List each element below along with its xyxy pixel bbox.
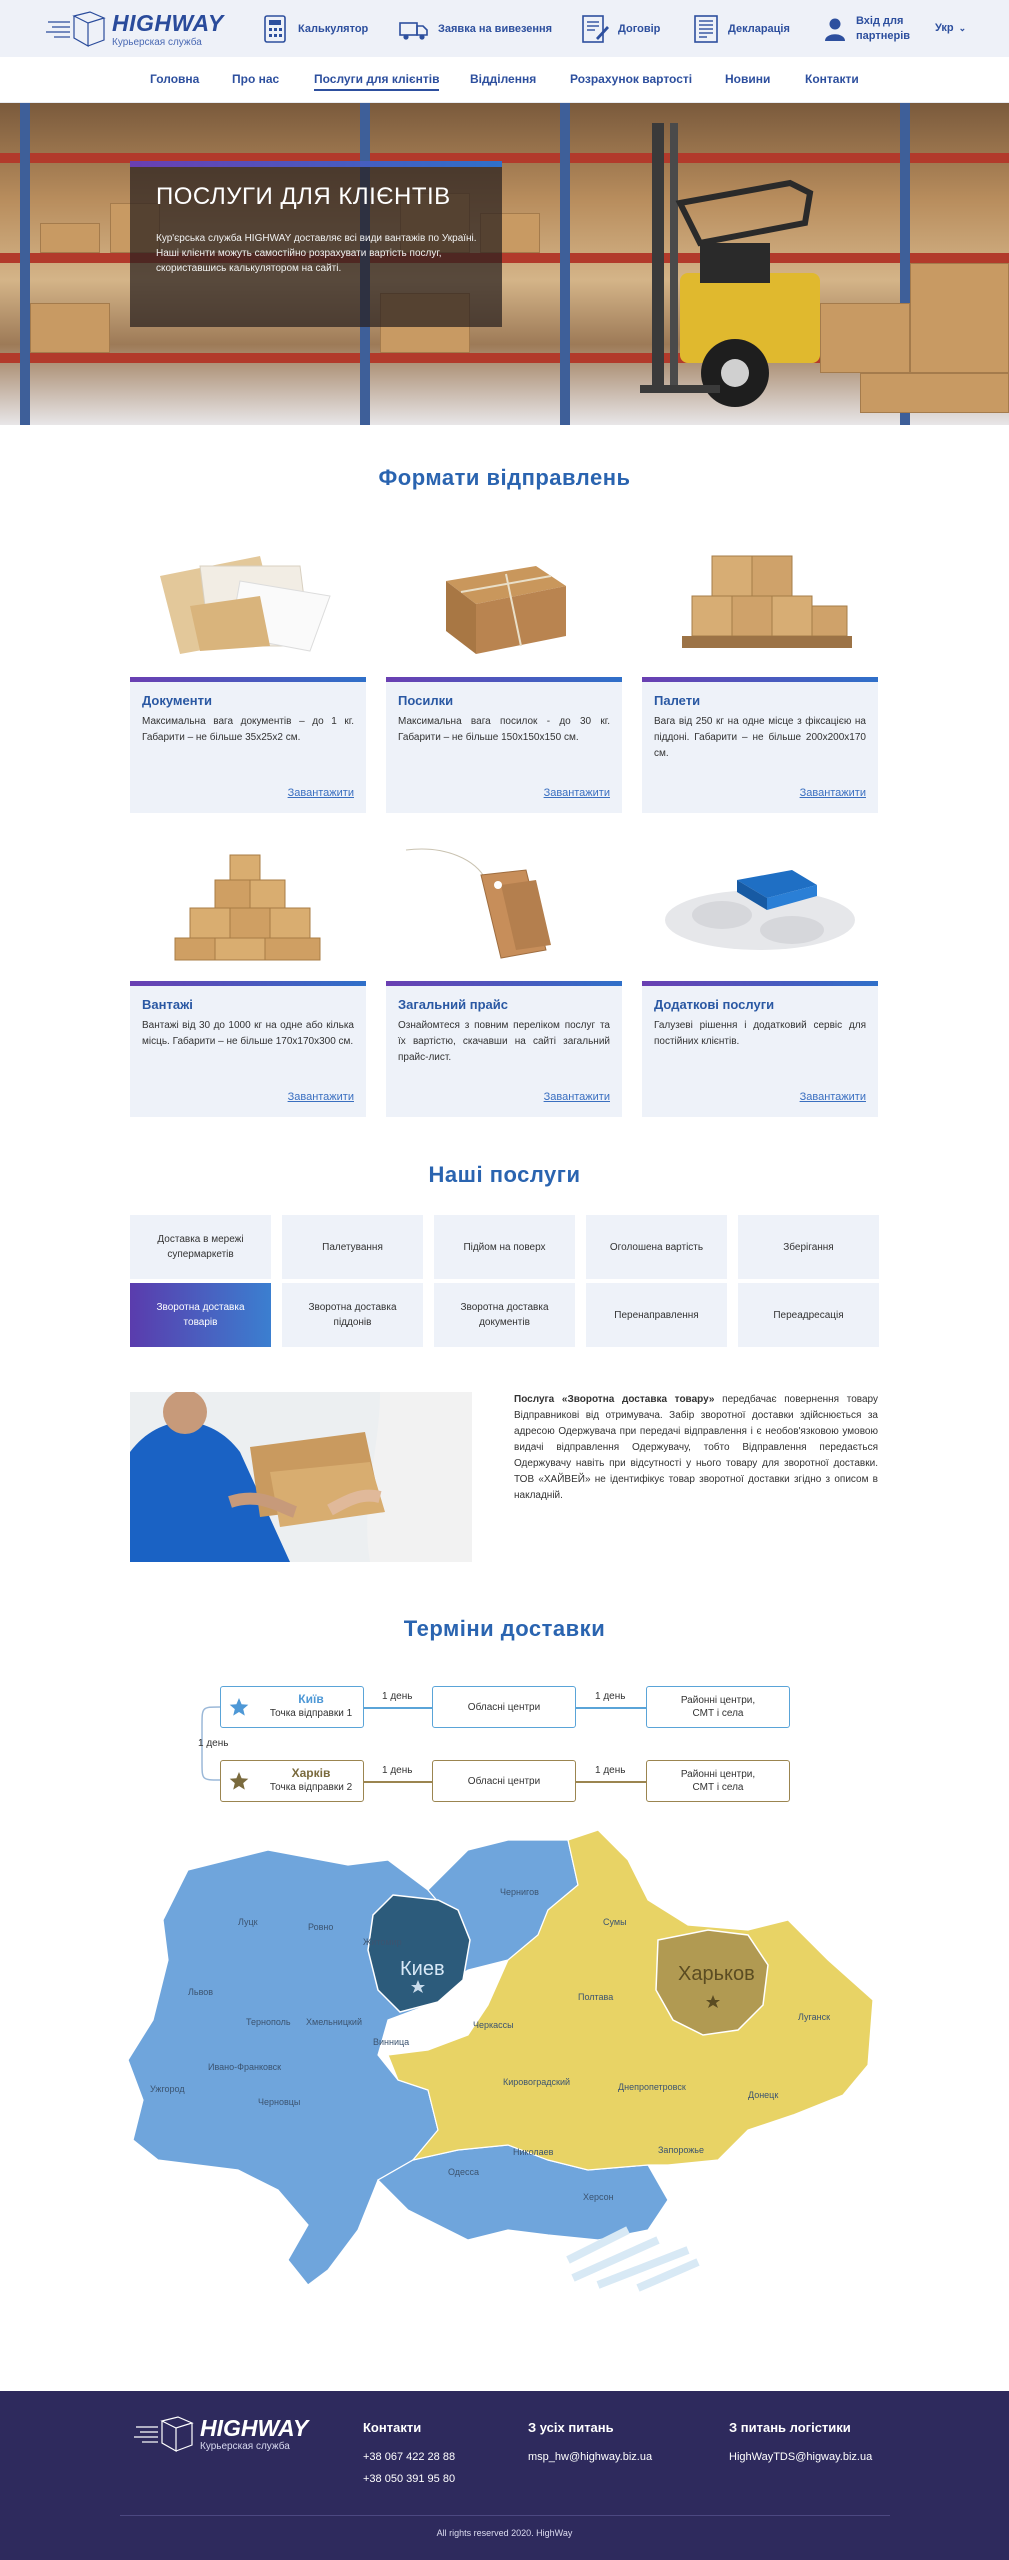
district-centers-box: Районні центри, СМТ і села xyxy=(646,1760,790,1802)
courier-delivery-photo xyxy=(130,1392,472,1562)
brand-subtitle: Курьерская служба xyxy=(112,37,202,48)
user-icon xyxy=(822,15,848,43)
terms-title: Терміни доставки xyxy=(403,1616,606,1641)
nav-contacts[interactable]: Контакти xyxy=(805,72,859,86)
card-description: Ознайомтеся з повним переліком послуг та їх вартістю, скачавши на сайті загальний прайс-лист. xyxy=(398,1020,610,1063)
footer-phone-1[interactable]: +38 067 422 28 88 xyxy=(363,2451,456,2463)
pallets-image xyxy=(642,536,878,662)
partner-login[interactable] xyxy=(822,12,910,46)
chevron-down-icon: ⌄ xyxy=(958,23,967,33)
origin-kyiv xyxy=(220,1686,364,1728)
format-card-documents xyxy=(130,677,366,813)
service-description: Послуга «Зворотна доставка товару» передбачає повернення товару Відправникові від отримувача. Забір зворотної доставки здійснюється за адресою Одержувача при передачі відправлення і є необов'язковою умовою видачі відправлення Одержувачу, тобто Відправлення передається Одержувачу навіть при відсутності у нього товару для зворотної доставки. ТОВ «ХАЙВЕЙ» не ідентифікує товар зворотної доставки згідно з описом в накладній. xyxy=(514,1394,878,1501)
cargo-image xyxy=(130,840,366,966)
nav-pickup-request[interactable] xyxy=(398,12,552,46)
nav-cost-calculation[interactable]: Розрахунок вартості xyxy=(570,72,693,86)
format-card-cargo xyxy=(130,981,366,1117)
svg-text:Черновцы: Черновцы xyxy=(258,2097,301,2107)
card-title: Посилки xyxy=(398,693,454,708)
term-day-label: 1 день xyxy=(382,1691,413,1702)
svg-text:Львов: Львов xyxy=(188,1987,214,1997)
term-day-label: 1 день xyxy=(198,1738,229,1749)
hero-banner xyxy=(0,103,1009,425)
hero-panel xyxy=(130,161,502,327)
footer-contacts-title: Контакти xyxy=(363,2420,422,2435)
format-card-extra-services xyxy=(642,981,878,1117)
map-label: Луцк xyxy=(238,1917,258,1927)
service-tab-declared-value[interactable]: Оголошена вартість xyxy=(586,1215,727,1279)
nav-client-services[interactable]: Послуги для клієнтів xyxy=(314,72,439,91)
parcels-image xyxy=(386,536,622,662)
term-day-label: 1 день xyxy=(382,1765,413,1776)
footer-general-title: З усіх питань xyxy=(528,2420,614,2435)
svg-text:Житомир: Житомир xyxy=(363,1937,402,1947)
svg-text:Ровно: Ровно xyxy=(308,1922,334,1932)
card-title: Документи xyxy=(142,693,212,708)
download-link[interactable]: Завантажити xyxy=(543,1091,610,1103)
svg-text:Тернополь: Тернополь xyxy=(246,2017,291,2027)
download-link[interactable]: Завантажити xyxy=(543,787,610,799)
svg-text:Хмельницкий: Хмельницкий xyxy=(306,2017,362,2027)
footer-divider xyxy=(120,2515,890,2516)
nav-declaration-label: Декларація xyxy=(728,23,790,35)
svg-text:Днепропетровск: Днепропетровск xyxy=(618,2082,686,2092)
format-card-pallets xyxy=(642,677,878,813)
svg-text:Сумы: Сумы xyxy=(603,1917,627,1927)
language-select[interactable]: Укр ⌄ xyxy=(935,22,967,34)
svg-text:Луганск: Луганск xyxy=(798,2012,831,2022)
card-title: Вантажі xyxy=(142,997,193,1012)
svg-text:Чернигов: Чернигов xyxy=(500,1887,539,1897)
hero-text: Кур'єрська служба HIGHWAY доставляє всі види вантажів по Україні. Наші клієнти можуть самостійно розрахувати вартість послуг, скориставшись калькулятором на сайті. xyxy=(156,233,477,274)
svg-text:Одесса: Одесса xyxy=(448,2167,480,2177)
nav-about[interactable]: Про нас xyxy=(232,72,280,86)
map-kharkiv-label: Харьков xyxy=(678,1963,755,1985)
term-day-label: 1 день xyxy=(595,1765,626,1776)
price-tag-image xyxy=(386,840,622,966)
services-title: Наші послуги xyxy=(428,1162,581,1187)
card-description: Максимальна вага документів – до 1 кг. Габарити – не більше 35х25х2 см. xyxy=(142,716,354,743)
origin-point-label: Точка відправки 1 xyxy=(269,1708,353,1719)
svg-text:Николаев: Николаев xyxy=(513,2147,554,2157)
nav-calculator[interactable] xyxy=(262,12,368,46)
footer-logistics-title: З питань логістики xyxy=(729,2420,851,2435)
top-bar xyxy=(0,0,1009,57)
footer-logistics-email[interactable]: HighWayTDS@higway.biz.ua xyxy=(729,2451,873,2463)
nav-news[interactable]: Новини xyxy=(725,72,771,86)
star-icon xyxy=(229,1771,249,1791)
documents-image xyxy=(130,536,366,662)
logo[interactable] xyxy=(46,8,224,50)
card-title: Загальний прайс xyxy=(398,997,508,1012)
svg-text:Винница: Винница xyxy=(373,2037,410,2047)
service-tab-return-goods[interactable]: Зворотна доставка товарів xyxy=(130,1283,271,1347)
download-link[interactable]: Завантажити xyxy=(287,1091,354,1103)
regional-centers-box: Обласні центри xyxy=(432,1686,576,1728)
footer-brand-name: HIGHWAY xyxy=(200,2415,309,2441)
service-tab-floor-lift[interactable]: Підйом на поверх xyxy=(434,1215,575,1279)
calculator-icon xyxy=(262,14,290,44)
nav-home[interactable]: Головна xyxy=(150,72,200,86)
nav-pickup-label: Заявка на вивезення xyxy=(438,23,553,35)
svg-text:Полтава: Полтава xyxy=(578,1992,614,2002)
svg-text:Херсон: Херсон xyxy=(583,2192,614,2202)
service-tab-redirection[interactable]: Перенаправлення xyxy=(586,1283,727,1347)
service-tab-return-pallets[interactable]: Зворотна доставка піддонів xyxy=(282,1283,423,1347)
format-card-price-list xyxy=(386,981,622,1117)
box-logo-icon xyxy=(134,2415,194,2453)
declaration-icon xyxy=(692,14,720,44)
service-tab-readdressing[interactable]: Переадресація xyxy=(738,1283,879,1347)
card-description: Максимальна вага посилок - до 30 кг. Габарити – не більше 150х150х150 см. xyxy=(398,716,610,743)
star-icon xyxy=(229,1697,249,1717)
format-card-parcels xyxy=(386,677,622,813)
nav-branches[interactable]: Відділення xyxy=(470,72,537,86)
card-title: Додаткові послуги xyxy=(654,997,775,1012)
card-description: Вантажі від 30 до 1000 кг на одне або кілька місць. Габарити – не більше 170х170х300 см. xyxy=(142,1020,354,1047)
hero-title: ПОСЛУГИ ДЛЯ КЛІЄНТІВ xyxy=(156,183,451,210)
footer-brand-subtitle: Курьерская служба xyxy=(200,2441,290,2452)
card-description: Галузеві рішення і додатковий сервіс для постійних клієнтів. xyxy=(654,1020,866,1047)
download-link[interactable]: Завантажити xyxy=(287,787,354,799)
regional-centers-box: Обласні центри xyxy=(432,1760,576,1802)
svg-text:Донецк: Донецк xyxy=(748,2090,779,2100)
box-logo-icon xyxy=(46,10,106,48)
service-tab-return-documents[interactable]: Зворотна доставка документів xyxy=(434,1283,575,1347)
card-description: Вага від 250 кг на одне місце з фіксацією на піддоні. Габарити – не більше 200х200х170 см. xyxy=(654,716,866,759)
svg-text:Запорожье: Запорожье xyxy=(658,2145,704,2155)
footer-general-email[interactable]: msp_hw@highway.biz.ua xyxy=(528,2451,653,2463)
contract-icon xyxy=(580,14,610,44)
svg-text:Ужгород: Ужгород xyxy=(150,2084,185,2094)
puzzle-image xyxy=(642,840,878,966)
copyright: All rights reserved 2020. HighWay xyxy=(436,2528,573,2538)
service-tab-palletizing[interactable]: Палетування xyxy=(282,1215,423,1279)
truck-icon xyxy=(398,14,430,44)
download-link[interactable]: Завантажити xyxy=(799,1091,866,1103)
footer-logo[interactable] xyxy=(134,2413,309,2453)
service-tab-supermarkets[interactable]: Доставка в мережі супермаркетів xyxy=(130,1215,271,1279)
svg-text:Ивано-Франковск: Ивано-Франковск xyxy=(208,2062,282,2072)
download-link[interactable]: Завантажити xyxy=(799,787,866,799)
term-day-label: 1 день xyxy=(595,1691,626,1702)
map-kyiv-label: Киев xyxy=(400,1958,445,1980)
brand-name: HIGHWAY xyxy=(112,10,224,36)
forklift-image xyxy=(640,123,840,423)
svg-text:Кировоградский: Кировоградский xyxy=(503,2077,571,2087)
formats-title: Формати відправлень xyxy=(378,465,631,490)
origin-point-label: Точка відправки 2 xyxy=(269,1782,353,1793)
footer-phone-2[interactable]: +38 050 391 95 80 xyxy=(363,2473,456,2485)
card-title: Палети xyxy=(654,693,701,708)
nav-declaration[interactable] xyxy=(692,12,790,46)
svg-text:Черкассы: Черкассы xyxy=(473,2020,514,2030)
partner-login-label: Вхід для партнерів xyxy=(856,15,911,42)
service-tab-storage[interactable]: Зберігання xyxy=(738,1215,879,1279)
origin-city-name: Київ xyxy=(298,1692,324,1706)
origin-kharkiv xyxy=(220,1760,364,1802)
origin-city-name: Харків xyxy=(291,1766,331,1780)
ukraine-delivery-map xyxy=(128,1830,880,2310)
nav-contract[interactable] xyxy=(580,12,660,46)
district-centers-box: Районні центри, СМТ і села xyxy=(646,1686,790,1728)
nav-calculator-label: Калькулятор xyxy=(298,23,369,35)
nav-contract-label: Договір xyxy=(618,23,661,35)
main-nav xyxy=(0,57,1009,103)
